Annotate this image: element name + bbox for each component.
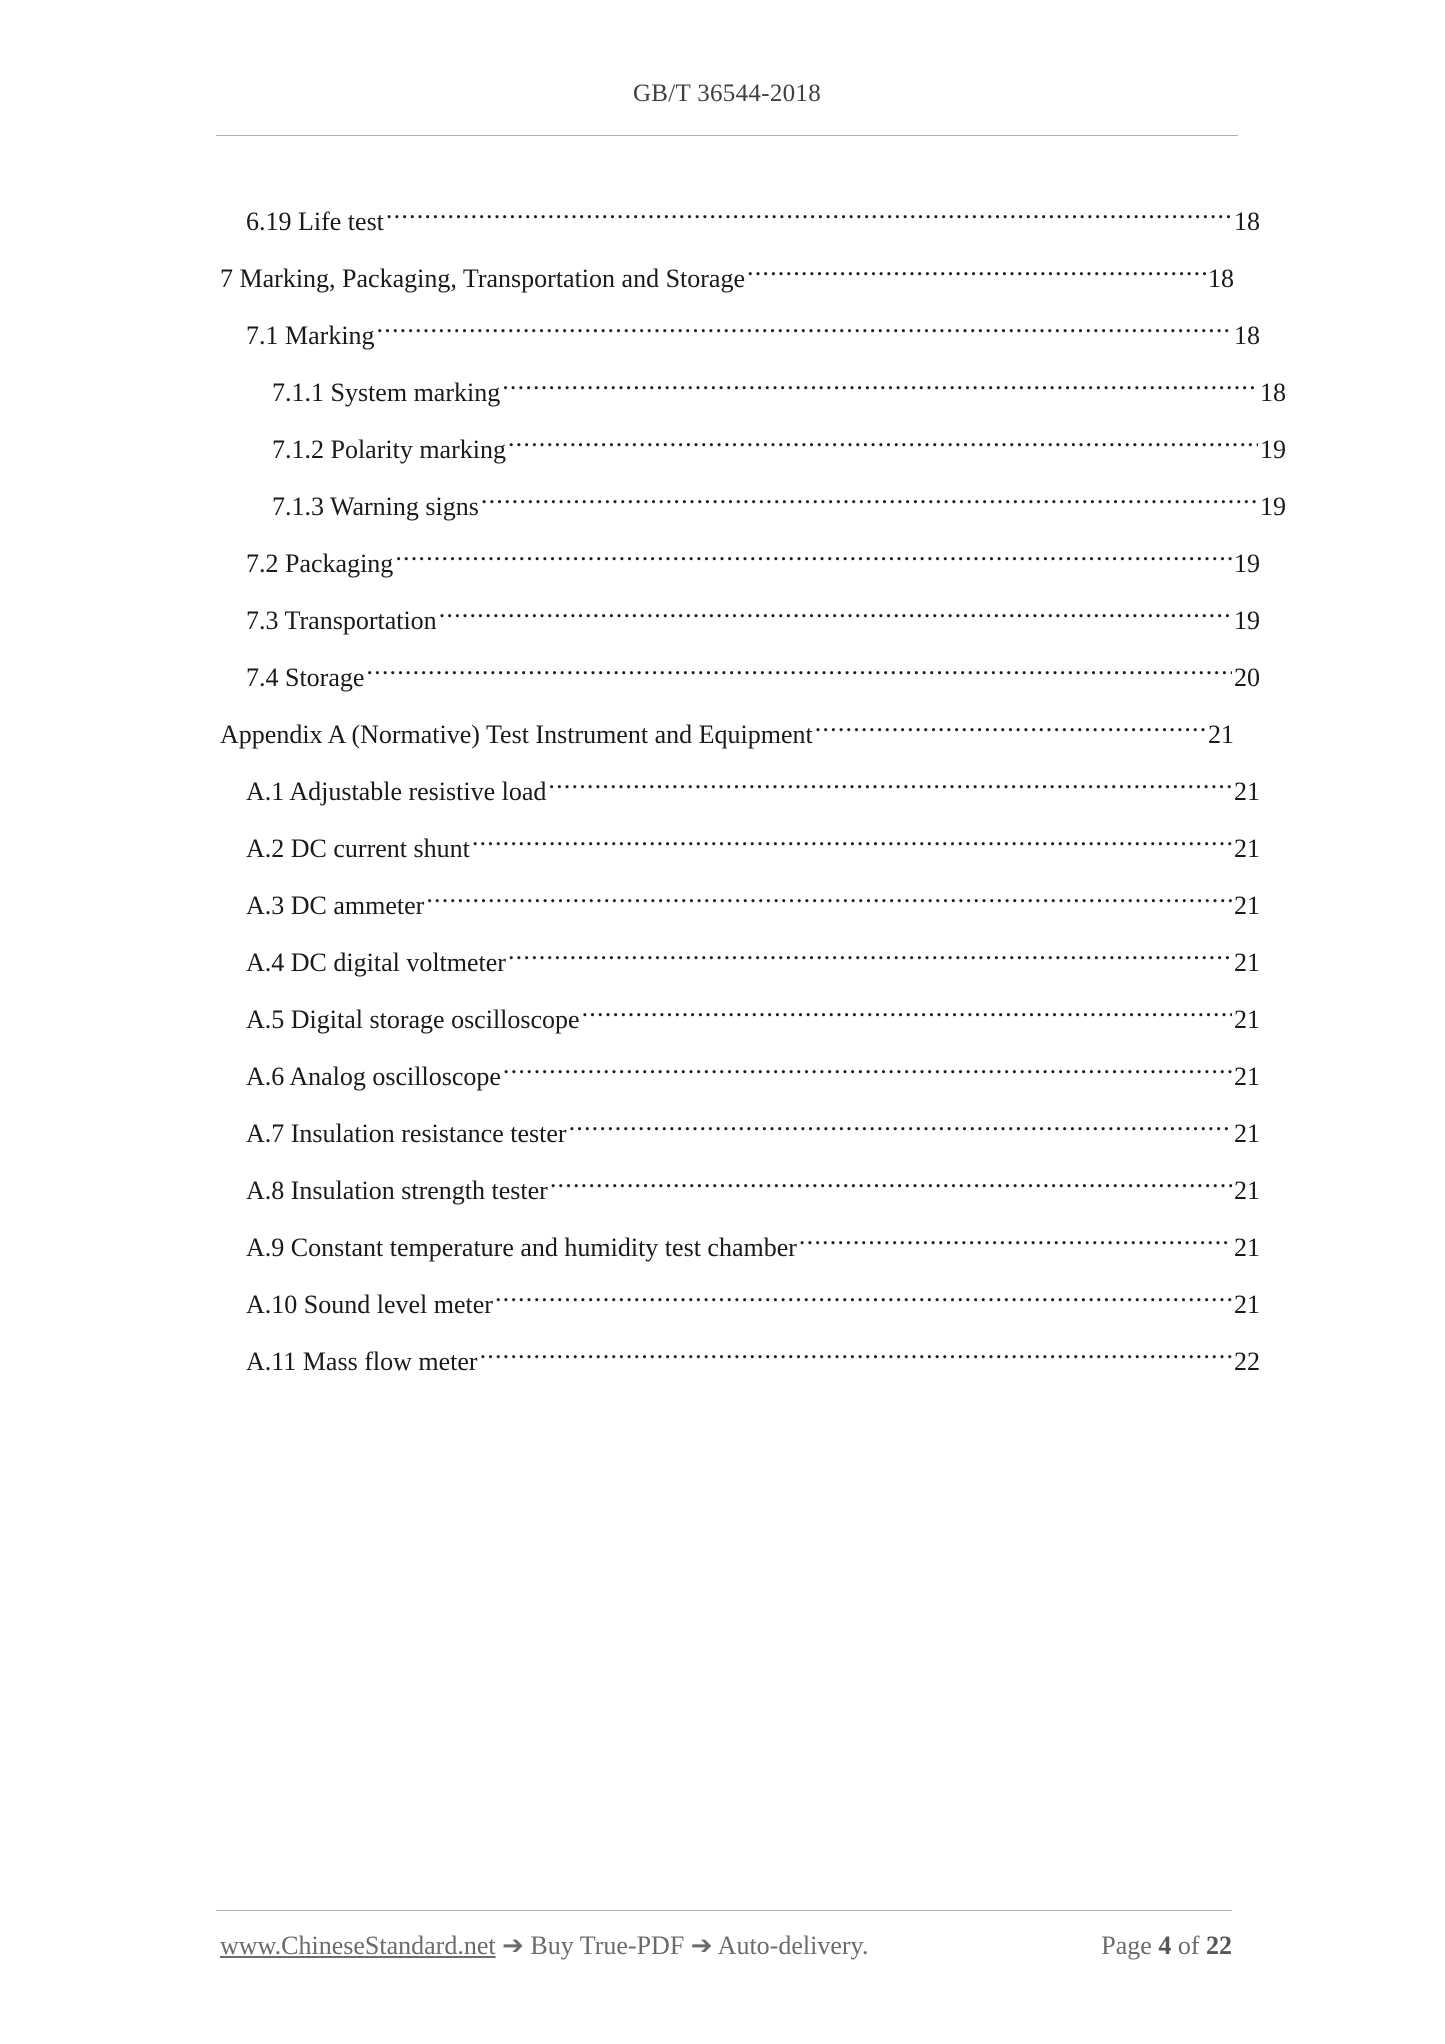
toc-entry-page: 21 [1234,1176,1260,1205]
toc-entry-label: A.7 Insulation resistance tester [246,1119,567,1148]
page-header: GB/T 36544-2018 [632,80,822,107]
header-divider [216,135,1238,136]
dot-leader [508,931,1232,971]
dot-leader [569,1102,1232,1142]
toc-entry[interactable] [220,304,1260,350]
toc-entry[interactable] [220,931,1260,977]
toc-entry[interactable] [220,532,1260,578]
toc-entry[interactable] [220,1330,1260,1376]
toc-entry-label: A.9 Constant temperature and humidity test chamber [246,1233,797,1262]
toc-entry-page: 21 [1234,1119,1260,1148]
toc-entry-label: A.1 Adjustable resistive load [246,777,547,806]
page-indicator [1101,1926,1232,1966]
toc-entry-page: 20 [1234,663,1260,692]
toc-entry[interactable] [220,646,1260,692]
toc-entry[interactable] [220,1045,1260,1091]
toc-entry[interactable] [220,1273,1260,1319]
toc-entry-page: 18 [1234,207,1260,236]
page-word: Page [1101,1931,1152,1960]
toc-entry-label: A.5 Digital storage oscilloscope [246,1005,580,1034]
dot-leader [550,1159,1232,1199]
toc-entry-label: 7.1 Marking [246,321,375,350]
dot-leader [472,817,1232,857]
toc-entry-page: 19 [1234,549,1260,578]
dot-leader [480,1330,1232,1370]
toc-entry[interactable] [220,418,1286,464]
toc-entry-label: 7.2 Packaging [246,549,394,578]
dot-leader [377,304,1232,344]
toc-entry-page: 21 [1208,720,1234,749]
toc-entry-label: 7 Marking, Packaging, Transportation and Storage [220,264,745,293]
toc-entry-page: 19 [1260,492,1286,521]
dot-leader [548,760,1232,800]
dot-leader [495,1273,1232,1313]
toc-entry-label: A.2 DC current shunt [246,834,470,863]
toc-entry-label: A.8 Insulation strength tester [246,1176,548,1205]
current-page-number: 4 [1158,1931,1172,1960]
toc-entry-label: 6.19 Life test [246,207,384,236]
toc-entry[interactable] [220,361,1286,407]
dot-leader [503,1045,1232,1085]
arrow-right-icon: ➔ [502,1931,524,1960]
total-page-count: 22 [1206,1931,1232,1960]
footer-divider [216,1910,1232,1911]
toc-entry[interactable] [220,190,1260,236]
dot-leader [747,247,1206,287]
toc-entry-label: 7.1.2 Polarity marking [272,435,506,464]
dot-leader [426,874,1232,914]
toc-entry-label: A.6 Analog oscilloscope [246,1062,501,1091]
dot-leader [508,418,1258,458]
toc-entry[interactable] [220,817,1260,863]
toc-entry[interactable] [220,703,1234,749]
toc-entry[interactable] [220,589,1260,635]
toc-entry-page: 18 [1260,378,1286,407]
toc-entry-page: 21 [1234,1062,1260,1091]
toc-entry[interactable] [220,1216,1260,1262]
buy-true-pdf-text: Buy True-PDF [530,1931,685,1960]
toc-entry-label: Appendix A (Normative) Test Instrument and Equipment [220,720,813,749]
toc-entry-page: 19 [1234,606,1260,635]
toc-entry-page: 18 [1234,321,1260,350]
dot-leader [815,703,1206,743]
toc-entry[interactable] [220,988,1260,1034]
page-footer [220,1926,1232,1966]
toc-entry[interactable] [220,1159,1260,1205]
toc-entry-label: A.3 DC ammeter [246,891,425,920]
dot-leader [502,361,1258,401]
site-link[interactable]: www.ChineseStandard.net [220,1931,496,1960]
toc-entry-page: 21 [1234,777,1260,806]
toc-entry-page: 21 [1234,948,1260,977]
toc-entry-page: 21 [1234,834,1260,863]
toc-entry[interactable] [220,247,1234,293]
dot-leader [395,532,1232,572]
toc-entry-page: 21 [1234,1233,1260,1262]
arrow-right-icon: ➔ [690,1931,713,1960]
dot-leader [582,988,1232,1028]
toc-entry[interactable] [220,874,1260,920]
toc-entry-page: 22 [1234,1347,1260,1376]
toc-entry-label: 7.1.1 System marking [272,378,501,407]
toc-entry[interactable] [220,1102,1260,1148]
toc-entry-page: 21 [1234,1290,1260,1319]
toc-entry-label: A.11 Mass flow meter [246,1347,478,1376]
toc-entry-page: 19 [1260,435,1286,464]
toc-entry-page: 18 [1208,264,1234,293]
footer-promo [220,1926,868,1966]
toc-entry-label: 7.3 Transportation [246,606,437,635]
dot-leader [481,475,1258,515]
toc-entry[interactable] [220,475,1286,521]
toc-entry-page: 21 [1234,891,1260,920]
toc-entry-label: A.10 Sound level meter [246,1290,493,1319]
dot-leader [799,1216,1232,1256]
toc-entry-label: 7.4 Storage [246,663,365,692]
dot-leader [366,646,1232,686]
toc-entry[interactable] [220,760,1260,806]
auto-delivery-text: Auto-delivery. [717,1931,869,1960]
dot-leader [386,190,1232,230]
dot-leader [439,589,1232,629]
of-word: of [1177,1931,1200,1960]
toc-entry-page: 21 [1234,1005,1260,1034]
toc-entry-label: 7.1.3 Warning signs [272,492,479,521]
toc-entry-label: A.4 DC digital voltmeter [246,948,506,977]
